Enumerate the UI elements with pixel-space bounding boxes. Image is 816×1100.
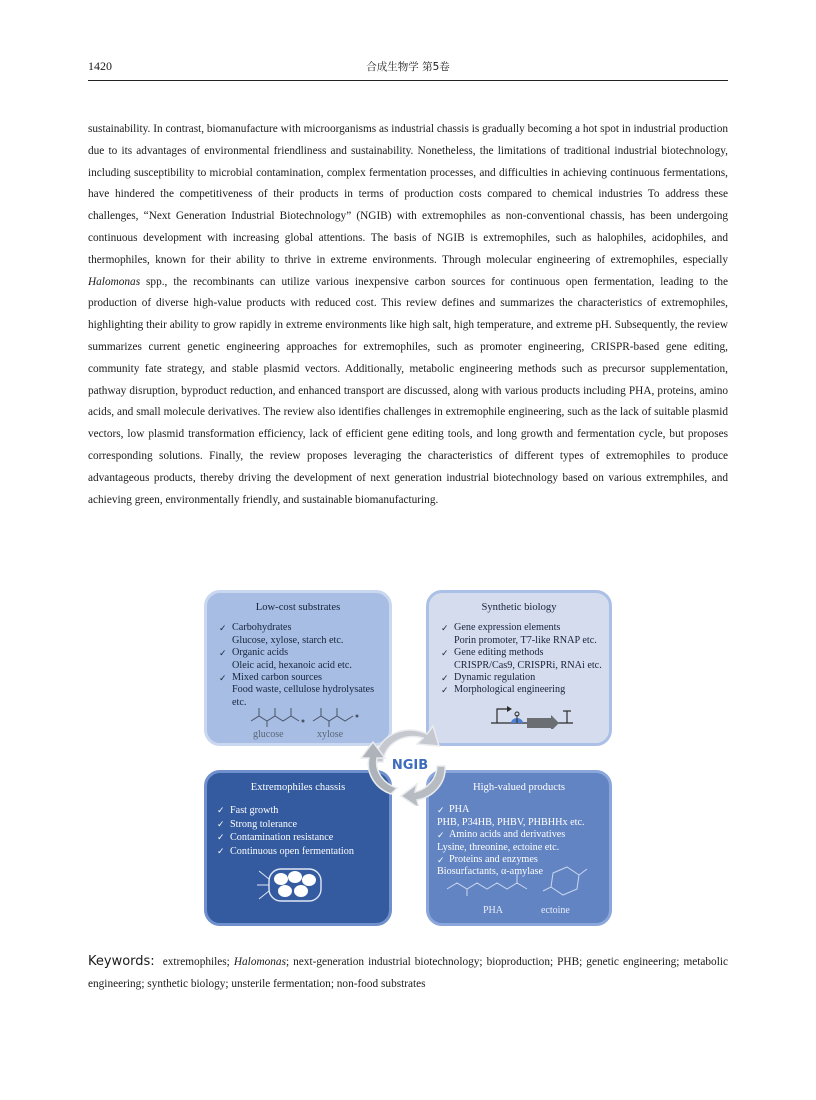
synbio-list	[429, 622, 609, 696]
keywords-text-2: ; next-generation industrial biotechnology; bioproduction; PHB; genetic engineering; metabolic engineering; synthetic biology; unsterile fermentation; non-food substrates	[88, 956, 728, 990]
chassis-list	[207, 804, 389, 858]
list-item: ✓ Morphological engineering	[441, 684, 609, 696]
journal-title: 合成生物学 第5卷	[366, 61, 450, 73]
list-subitem: Lysine, threonine, ectoine etc.	[437, 841, 560, 853]
keywords-heading: Keywords:	[88, 954, 155, 969]
panel-title: Extremophiles chassis	[250, 782, 346, 793]
keywords-paragraph	[88, 951, 728, 995]
list-item: ✓ PHA	[437, 804, 609, 816]
list-item: ✓ Dynamic regulation	[441, 672, 609, 684]
list-item: ✓ Gene editing methods	[441, 647, 609, 659]
page-number: 1420	[88, 59, 112, 73]
ectoine-label: ectoine	[541, 905, 570, 916]
abstract-text-1: sustainability. In contrast, biomanufacture with microorganisms as industrial chassis is gradually becoming a hot spot in industrial production due to its advantages of environmental friendliness and sustainability. Nonetheless, the limitations of traditional industrial biotechnology, including susceptibility to microbial contamination, complex fermentation processes, and difficulties in achieving continuous fermentations, have hindered the competitiveness of their products in terms of production costs compared to chemical industries To address these challenges, “Next Generation Industrial Biotechnology” (NGIB) with extremophiles as non-conventional chassis, has been undergoing continuous development with increasing global attentions. The basis of NGIB is extremophiles, such as halophiles, acidophiles, and thermophiles, known for their ability to thrive in extreme environments. Through molecular engineering of extremophiles, especially	[88, 123, 728, 266]
panel-title: High-valued products	[472, 782, 566, 793]
bacterial-cell-icon	[255, 863, 325, 905]
list-subitem: Glucose, xylose, starch etc.	[232, 634, 344, 646]
running-header	[88, 58, 728, 81]
graphical-abstract-figure	[204, 588, 614, 926]
list-subitem: Oleic acid, hexanoic acid etc.	[232, 659, 352, 671]
list-item: ✓ Strong tolerance	[217, 818, 389, 832]
substrate-list	[207, 622, 389, 709]
list-subitem: PHB, P34HB, PHBV, PHBHHx etc.	[437, 816, 585, 828]
glucose-label: glucose	[253, 729, 284, 740]
list-item: ✓ Continuous open fermentation	[217, 845, 389, 859]
list-subitem: Biosurfactants, α-amylase	[437, 866, 544, 878]
list-subitem: Food waste, cellulose hydrolysates etc.	[232, 684, 375, 708]
list-item: ✓ Gene expression elements	[441, 622, 609, 634]
list-item: ✓ Carbohydrates	[219, 622, 389, 634]
abstract-text-2: spp., the recombinants can utilize various inexpensive carbon sources for continuous open fermentation, leading to the production of diverse high-value products with reduced cost. This review defines and summarizes the characteristics of extremophiles, highlighting their ability to grow rapidly in extreme environments like high salt, high temperature, and extreme pH. Subsequently, the review summarizes current genetic engineering approaches for extremophiles, such as promoter engineering, CRISPR-based gene editing, community fate strategy, and stable plasmid vectors. Additionally, metabolic engineering methods such as precursor supplementation, pathway disruption, byproduct reduction, and enhanced transport are discussed, along with various products including PHA, proteins, amino acids, and small molecule derivatives. The review also identifies challenges in extremophile engineering, such as the lack of suitable plasmid vectors, low plasmid transformation efficiency, lack of efficient gene editing tools, and long growth and fermentation cycle, but proposes corresponding solutions. Finally, the review proposes leveraging the characteristics of different types of extremophiles to produce advantageous products, thereby driving the development of next generation industrial biotechnology based on various extremphiles, and achieving green, environmentally friendly, and sustainable biomanufacturing.	[88, 275, 728, 506]
list-item: ✓ Mixed carbon sources	[219, 672, 389, 684]
panel-title: Synthetic biology	[481, 602, 557, 613]
abstract-italic-genus: Halomonas	[88, 275, 141, 288]
glucose-structure-icon	[247, 699, 311, 729]
list-item: ✓ Fast growth	[217, 804, 389, 818]
abstract-paragraph	[88, 119, 728, 511]
ngib-cycle-icon	[355, 722, 465, 806]
xylose-label: xylose	[317, 729, 344, 740]
list-item: ✓ Proteins and enzymes	[437, 854, 609, 866]
list-item: ✓ Contamination resistance	[217, 831, 389, 845]
ngib-label: NGIB	[391, 758, 429, 773]
products-list	[429, 804, 609, 816]
list-item: ✓ Organic acids	[219, 647, 389, 659]
list-item: ✓ Amino acids and derivatives	[437, 829, 609, 841]
keywords-italic-genus: Halomonas	[233, 956, 286, 968]
list-subitem: CRISPR/Cas9, CRISPRi, RNAi etc.	[454, 659, 602, 671]
pha-ectoine-structure-icon	[441, 863, 591, 899]
keywords-text-1: extremophiles;	[162, 956, 234, 968]
products-list-2	[429, 829, 609, 841]
pha-label: PHA	[483, 905, 504, 916]
panel-title: Low-cost substrates	[255, 602, 341, 613]
list-subitem: Porin promoter, T7-like RNAP etc.	[454, 634, 597, 646]
gene-circuit-icon	[489, 701, 575, 729]
